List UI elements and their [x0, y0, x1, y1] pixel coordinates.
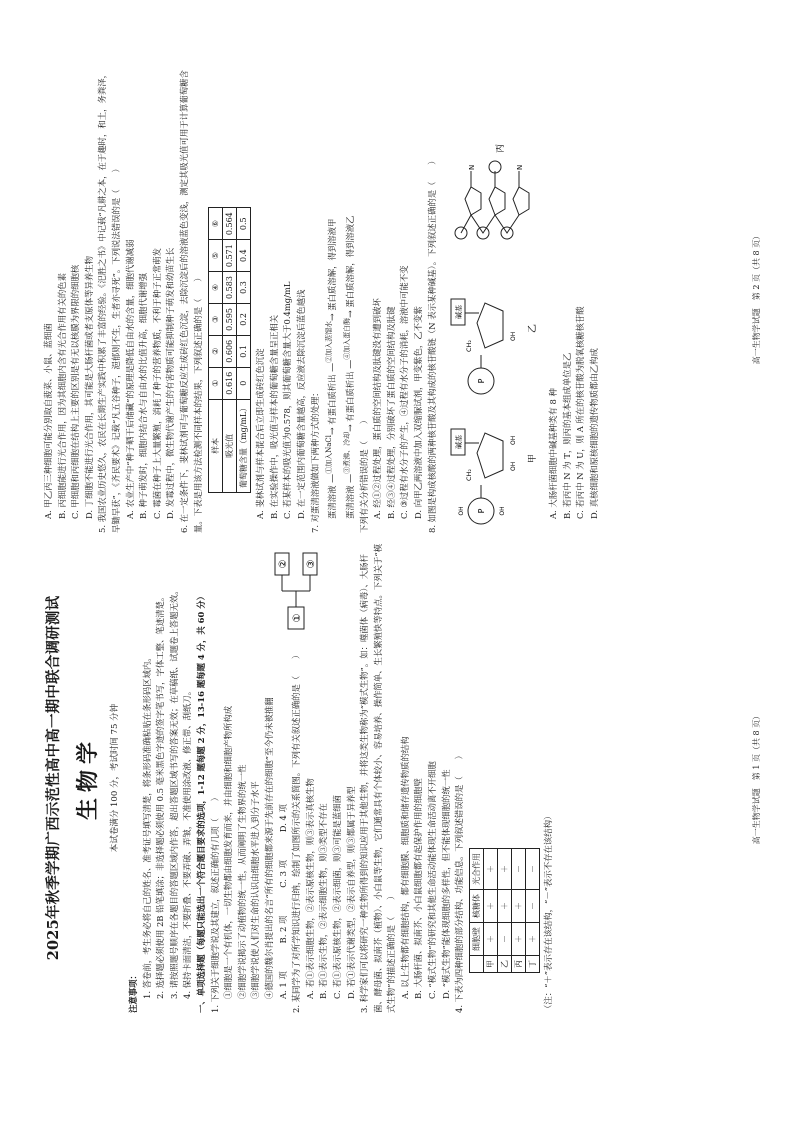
oh-label: OH	[510, 435, 518, 445]
base-n-label: N	[516, 164, 525, 170]
exam-title: 2025年秋季学期广西示范性高中高一期中联合调研测试	[45, 595, 62, 961]
table-cell: 0.564	[223, 208, 237, 240]
figure-label-jia: 甲	[528, 453, 539, 463]
table-cell: 0.1	[237, 335, 251, 367]
flow-step: 有蛋白质析出	[326, 374, 337, 425]
figure-label-yi: 乙	[528, 323, 539, 333]
question-4-stem: 4. 下表为四种细胞的部分结构、功能信息。下列叙述错误的是（ ）	[454, 751, 465, 1013]
table-cell: ＋	[483, 849, 497, 890]
flow-arrow-label: ①加入NaCl	[325, 435, 334, 474]
ch2-label: CH₂	[465, 339, 474, 352]
nucleotide-chain-bing	[455, 161, 529, 239]
question-2-stem: 2. 某同学为了对所学知识进行归纳，绘制了如图所示的关系简图。下列有关叙述正确的是（ ）	[291, 650, 302, 1013]
nucleotide-yi	[451, 299, 538, 394]
table-cell: 乙	[497, 956, 511, 973]
flow-arrow-label: ②加入蒸馏水	[325, 320, 334, 363]
table-cell: 0.583	[223, 272, 237, 304]
q3-option-b: B. 大肠杆菌、拟南芥、小白鼠细胞都有起保护作用的细胞壁	[413, 778, 424, 999]
q7-stem-2: 下列有关分析错误的是（ ）	[358, 415, 369, 533]
q1-statement: ④德国的魏尔肖提出的名言“所有的细胞都来源于先前存在的细胞”至今仍未被推翻	[263, 697, 274, 999]
arrow-icon: —	[345, 473, 356, 483]
table-cell: 甲	[483, 956, 497, 973]
table-header: ①	[209, 367, 223, 399]
table-cell: ＋	[497, 890, 511, 923]
figure-label-bing: 丙	[496, 143, 507, 153]
table-header: ②	[209, 335, 223, 367]
q5-option-a: A. 农业生产中“种子晒干后储藏”的原理是降低自由水的含量，细胞代谢减弱	[124, 239, 135, 519]
arrow-icon: —	[345, 359, 356, 369]
question-1-stem: 1. 下列关于细胞学说及其建立，叙述正确的有几项（ ）	[209, 792, 220, 1013]
q6-absorbance-table	[208, 207, 251, 493]
subject-title: 生物学	[75, 736, 101, 821]
table-cell: －	[525, 890, 539, 923]
oh-label: OH	[510, 461, 518, 471]
q6-option-a: A. 斐林试剂与样本混合后立即生成砖红色沉淀	[255, 348, 266, 519]
question-6-stem: 6. 在一定条件下，斐林试剂可与葡萄糖反应生成砖红色沉淀，去除沉淀后的溶液蓝色变浅，测定其吸光值可用于计算葡萄糖含量。下表是用该方法检测不同样本的结果，下列叙述正确的是（ ）	[178, 70, 203, 533]
oh-label: OH	[510, 331, 518, 341]
q4-option-c: C. 甲细胞和丙细胞在结构上主要的区别是有无以核膜为界限的细胞核	[70, 264, 81, 519]
diagram-node-3: ③	[306, 559, 318, 569]
arrow-icon: —	[327, 362, 338, 372]
q7-option-d: D. 向甲乙两溶液中加入双缩脲试剂，甲变紫色，乙不变紫	[413, 306, 424, 519]
arrow-icon: —	[327, 473, 338, 483]
q1-statement: ①细胞是一个有机体，一切生物都由细胞发育而来，并由细胞和细胞产物所构成	[223, 705, 234, 999]
q1-statement: ②细胞学说揭示了动植物的统一性，从而阐明了生物界的统一性	[236, 764, 247, 999]
q1-option-d: D. 4 项	[277, 804, 288, 833]
page-footer: 高一生物学试题 第 1 页（共 8 页）	[752, 711, 761, 845]
table-header: 核糖体	[469, 890, 483, 923]
table-header: 样本	[209, 399, 223, 492]
flow-step: 蛋清溶液	[326, 485, 337, 519]
time-note: 本试卷满分 100 分，考试时间 75 分钟	[110, 703, 120, 853]
q7-option-c: C. ③过程有水分子的产生，④过程有水分子的消耗，溶液中可能不变	[399, 265, 410, 519]
table-cell: ＋	[511, 923, 525, 956]
q4-option-d: D. 丁细胞不能进行光合作用，其可能是大肠杆菌或者支原体等异养生物	[83, 256, 94, 519]
table-header: ⑥	[209, 208, 223, 240]
flow-step: 蛋白质溶解，得到溶液乙	[344, 215, 355, 308]
q6-option-b: B. 在实验操作中，吸光值与样本的葡萄糖含量呈正相关	[268, 314, 279, 519]
table-row	[497, 849, 511, 973]
question-3-stem: 3. 科学家们可以将研究一种生物所得到的知识应用于其他生物，并将这类生物称为“模式生物”。如：噬菌体（病毒）、大肠杆菌、酵母菌、拟南芥（植物）、小白鼠等生物，它们通常具有个体较小、容易培养、操作简单、生长繁殖快等特点。下列关于“模式生物”的描述正确的是（ ）	[359, 543, 397, 1013]
q1-option-a: A. 1 项	[277, 971, 288, 999]
table-cell: 0.616	[223, 367, 237, 399]
table-cell: －	[511, 849, 525, 890]
q2-option-c: C. 若①表示原核生物，②表示细菌，则③可能是蓝细菌	[331, 794, 342, 999]
q7-option-b: B. 经③④过程处理，分别破坏了蛋白质的空间结构及肽键	[385, 306, 396, 519]
base-n-label: N	[468, 164, 477, 170]
nucleotide-structure-figure	[441, 73, 545, 533]
q2-option-a: A. 若①表示细胞生物，②表示原核生物，则③表示真核生物	[304, 778, 315, 999]
table-header	[469, 956, 483, 973]
phosphate-label: P	[477, 508, 487, 514]
q3-option-d: D. “模式生物”能体现细胞的多样性，但不能体现细胞的统一性	[440, 769, 451, 999]
q2-relation-diagram	[274, 547, 318, 631]
table-cell: 丙	[511, 956, 525, 973]
nucleotide-jia	[451, 429, 538, 524]
q8-option-a: A. 大肠杆菌细胞中碱基种类有 8 种	[548, 388, 559, 519]
q3-option-a: A. 以上生物都有细胞结构，都有细胞膜、细胞质和储存遗传物质的结构	[399, 736, 410, 999]
table-cell: ＋	[483, 890, 497, 923]
q2-option-d: D. 若①表示代谢类型，②表示自养型，则③都属于异养型	[345, 786, 356, 999]
table-cell: 0.4	[237, 240, 251, 272]
table-cell: 0.606	[223, 335, 237, 367]
notice-item: 1. 答卷前，考生务必将自己的姓名、准考证号填写清楚，将条形码准确粘贴在条形码区域内。	[141, 653, 152, 999]
question-7-stem: 7. 对蛋清溶液做如下两种方式的处理：	[309, 388, 320, 533]
q5-option-d: D. 发霉过程中，微生物代谢产生的有害物质可能抑制种子萌发和幼苗生长	[165, 247, 176, 519]
q3-option-c: C. “模式生物”的研究和其他生命活动能体现生命活动离不开细胞	[427, 761, 438, 999]
table-header: ⑤	[209, 240, 223, 272]
q8-option-b: B. 若丙中 N 为 T，则丙的基本组成单位是乙	[561, 352, 572, 519]
question-8-stem: 8. 如图是构成核酸的两种核苷酸及其构成的核苷酸链（N 表示某种碱基）。下列叙述正确的是（ ）	[426, 156, 437, 533]
q4-cell-table	[469, 848, 540, 973]
q5-option-c: C. 霉菌在种子上大量繁殖，消耗了种子的营养物质，不利于种子正常萌发	[151, 247, 162, 519]
q6-option-c: C. 若某样本的吸光值为0.578，则其葡萄糖含量大于0.4mg/mL	[282, 281, 293, 519]
question-5-stem: 5. 我国农业历史悠久，农民在长期生产实践中积累了丰富的经验。《汜胜之书》中记载“凡耕之本，在于趣时，和土，务粪泽，早锄早获”，《齐民要术》记载“凡五谷种子，浥郁则不生，生者亦寻死”。下列说法错误的是（ ）	[97, 70, 121, 533]
q7-flow-1	[322, 63, 340, 533]
table-header: ④	[209, 272, 223, 304]
oh-label: OH	[499, 506, 507, 516]
table-cell: 0	[237, 367, 251, 399]
flow-step: 蛋白质溶解，得到溶液甲	[326, 218, 337, 311]
table-cell: －	[525, 849, 539, 890]
q6-option-d: D. 在一定范围内葡萄糖含量越高，反应液去除沉淀后蓝色越浅	[295, 289, 306, 519]
q8-option-d: D. 真核细胞和原核细胞的遗传物质都由乙构成	[589, 348, 600, 519]
q7-option-a: A. 经①②过程处理，蛋白质的空间结构及肽键没有遭到破坏	[372, 298, 383, 519]
flow-arrow-label: ④加入蛋白酶	[342, 317, 351, 360]
q2-option-b: B. 若①表示生物，②表示细胞生物，则③类型不存在	[318, 803, 329, 999]
table-cell: 0.5	[237, 208, 251, 240]
table-cell: ＋	[511, 890, 525, 923]
q8-option-c: C. 若丙中 N 为 U，则 A 所在的核苷酸为脱氧核糖核苷酸	[575, 306, 586, 519]
page-2	[42, 63, 764, 533]
notice-title: 注意事项：	[128, 971, 138, 1013]
q1-option-b: B. 2 项	[277, 915, 288, 944]
q4-option-b: B. 丙细胞能进行光合作用，因为其细胞内含有光合作用有关的色素	[56, 273, 67, 519]
table-row	[511, 849, 525, 973]
arrow-icon: →	[327, 313, 338, 321]
ch2-label: CH₂	[465, 468, 474, 481]
notice-item: 2. 选择题必须使用 2B 铅笔填涂；非选择题必须使用 0.5 毫米黑色字迹的签字笔书写，字体工整、笔迹清楚。	[155, 592, 166, 999]
table-row	[525, 849, 539, 973]
flow-step: 有蛋白质析出	[344, 371, 355, 422]
table-header: ③	[209, 303, 223, 335]
q1-statement: ③细胞学说使人们对生命的认识由细胞水平进入到分子水平	[250, 781, 261, 999]
oh-label: OH	[458, 506, 466, 516]
notice-item: 4. 保持卡面清洁，不要折叠、不要弄破、弄皱，不准使用涂改液、修正带、刮纸刀。	[182, 686, 193, 999]
q5-option-b: B. 种子萌发时，细胞内结合水与自由水的比值升高，细胞代谢增强	[138, 273, 149, 519]
table-row	[483, 849, 497, 973]
diagram-node-2: ②	[278, 559, 290, 569]
page-footer: 高一生物学试题 第 2 页（共 8 页）	[752, 231, 761, 365]
section-heading: 一、单项选择题（每题只能选出一个符合题目要求的选项，1-12 题每题 2 分，13-16 题每题 4 分，共 60 分）	[195, 591, 206, 1013]
flow-step: 蛋清溶液	[344, 485, 355, 519]
page-1	[42, 543, 764, 1013]
table-cell: ＋	[483, 923, 497, 956]
table-row	[237, 208, 251, 493]
arrow-icon: →	[345, 424, 356, 432]
table-cell: 0.571	[223, 240, 237, 272]
table-header-row	[209, 208, 223, 493]
base-label: 碱基	[455, 305, 464, 319]
q7-flow-2	[340, 63, 358, 533]
base-label: 碱基	[455, 435, 464, 449]
flow-arrow-label: ③煮沸、冷却	[342, 431, 351, 474]
table-header: 光合作用	[469, 849, 483, 890]
q4-table-note: （注：“＋”表示存在该结构，“－”表示不存在该结构）	[542, 811, 553, 1013]
table-cell: 丁	[525, 956, 539, 973]
table-cell: －	[497, 923, 511, 956]
table-cell: ＋	[525, 923, 539, 956]
table-cell: ＋	[497, 849, 511, 890]
table-cell: 吸光值	[223, 399, 237, 492]
table-header: 细胞壁	[469, 923, 483, 956]
table-row	[223, 208, 237, 493]
table-cell: 0.2	[237, 303, 251, 335]
notice-item: 3. 请按照题号顺序在各题目的答题区域内作答，超出答题区域书写的答案无效；在草稿纸、试题卷上答题无效。	[168, 586, 179, 999]
table-cell: 0.3	[237, 272, 251, 304]
diagram-node-1: ①	[292, 613, 304, 623]
table-header-row	[469, 849, 483, 973]
q4-option-a: A. 甲乙丙三种细胞可能分别取自菠菜、小鼠、蓝细菌	[43, 323, 53, 519]
q1-option-c: C. 3 项	[277, 859, 288, 888]
table-cell: 葡萄糖含量（mg/mL）	[237, 399, 251, 492]
table-cell: 0.595	[223, 303, 237, 335]
arrow-icon: →	[327, 427, 338, 436]
arrow-icon: →	[345, 310, 356, 318]
phosphate-label: P	[477, 378, 487, 384]
